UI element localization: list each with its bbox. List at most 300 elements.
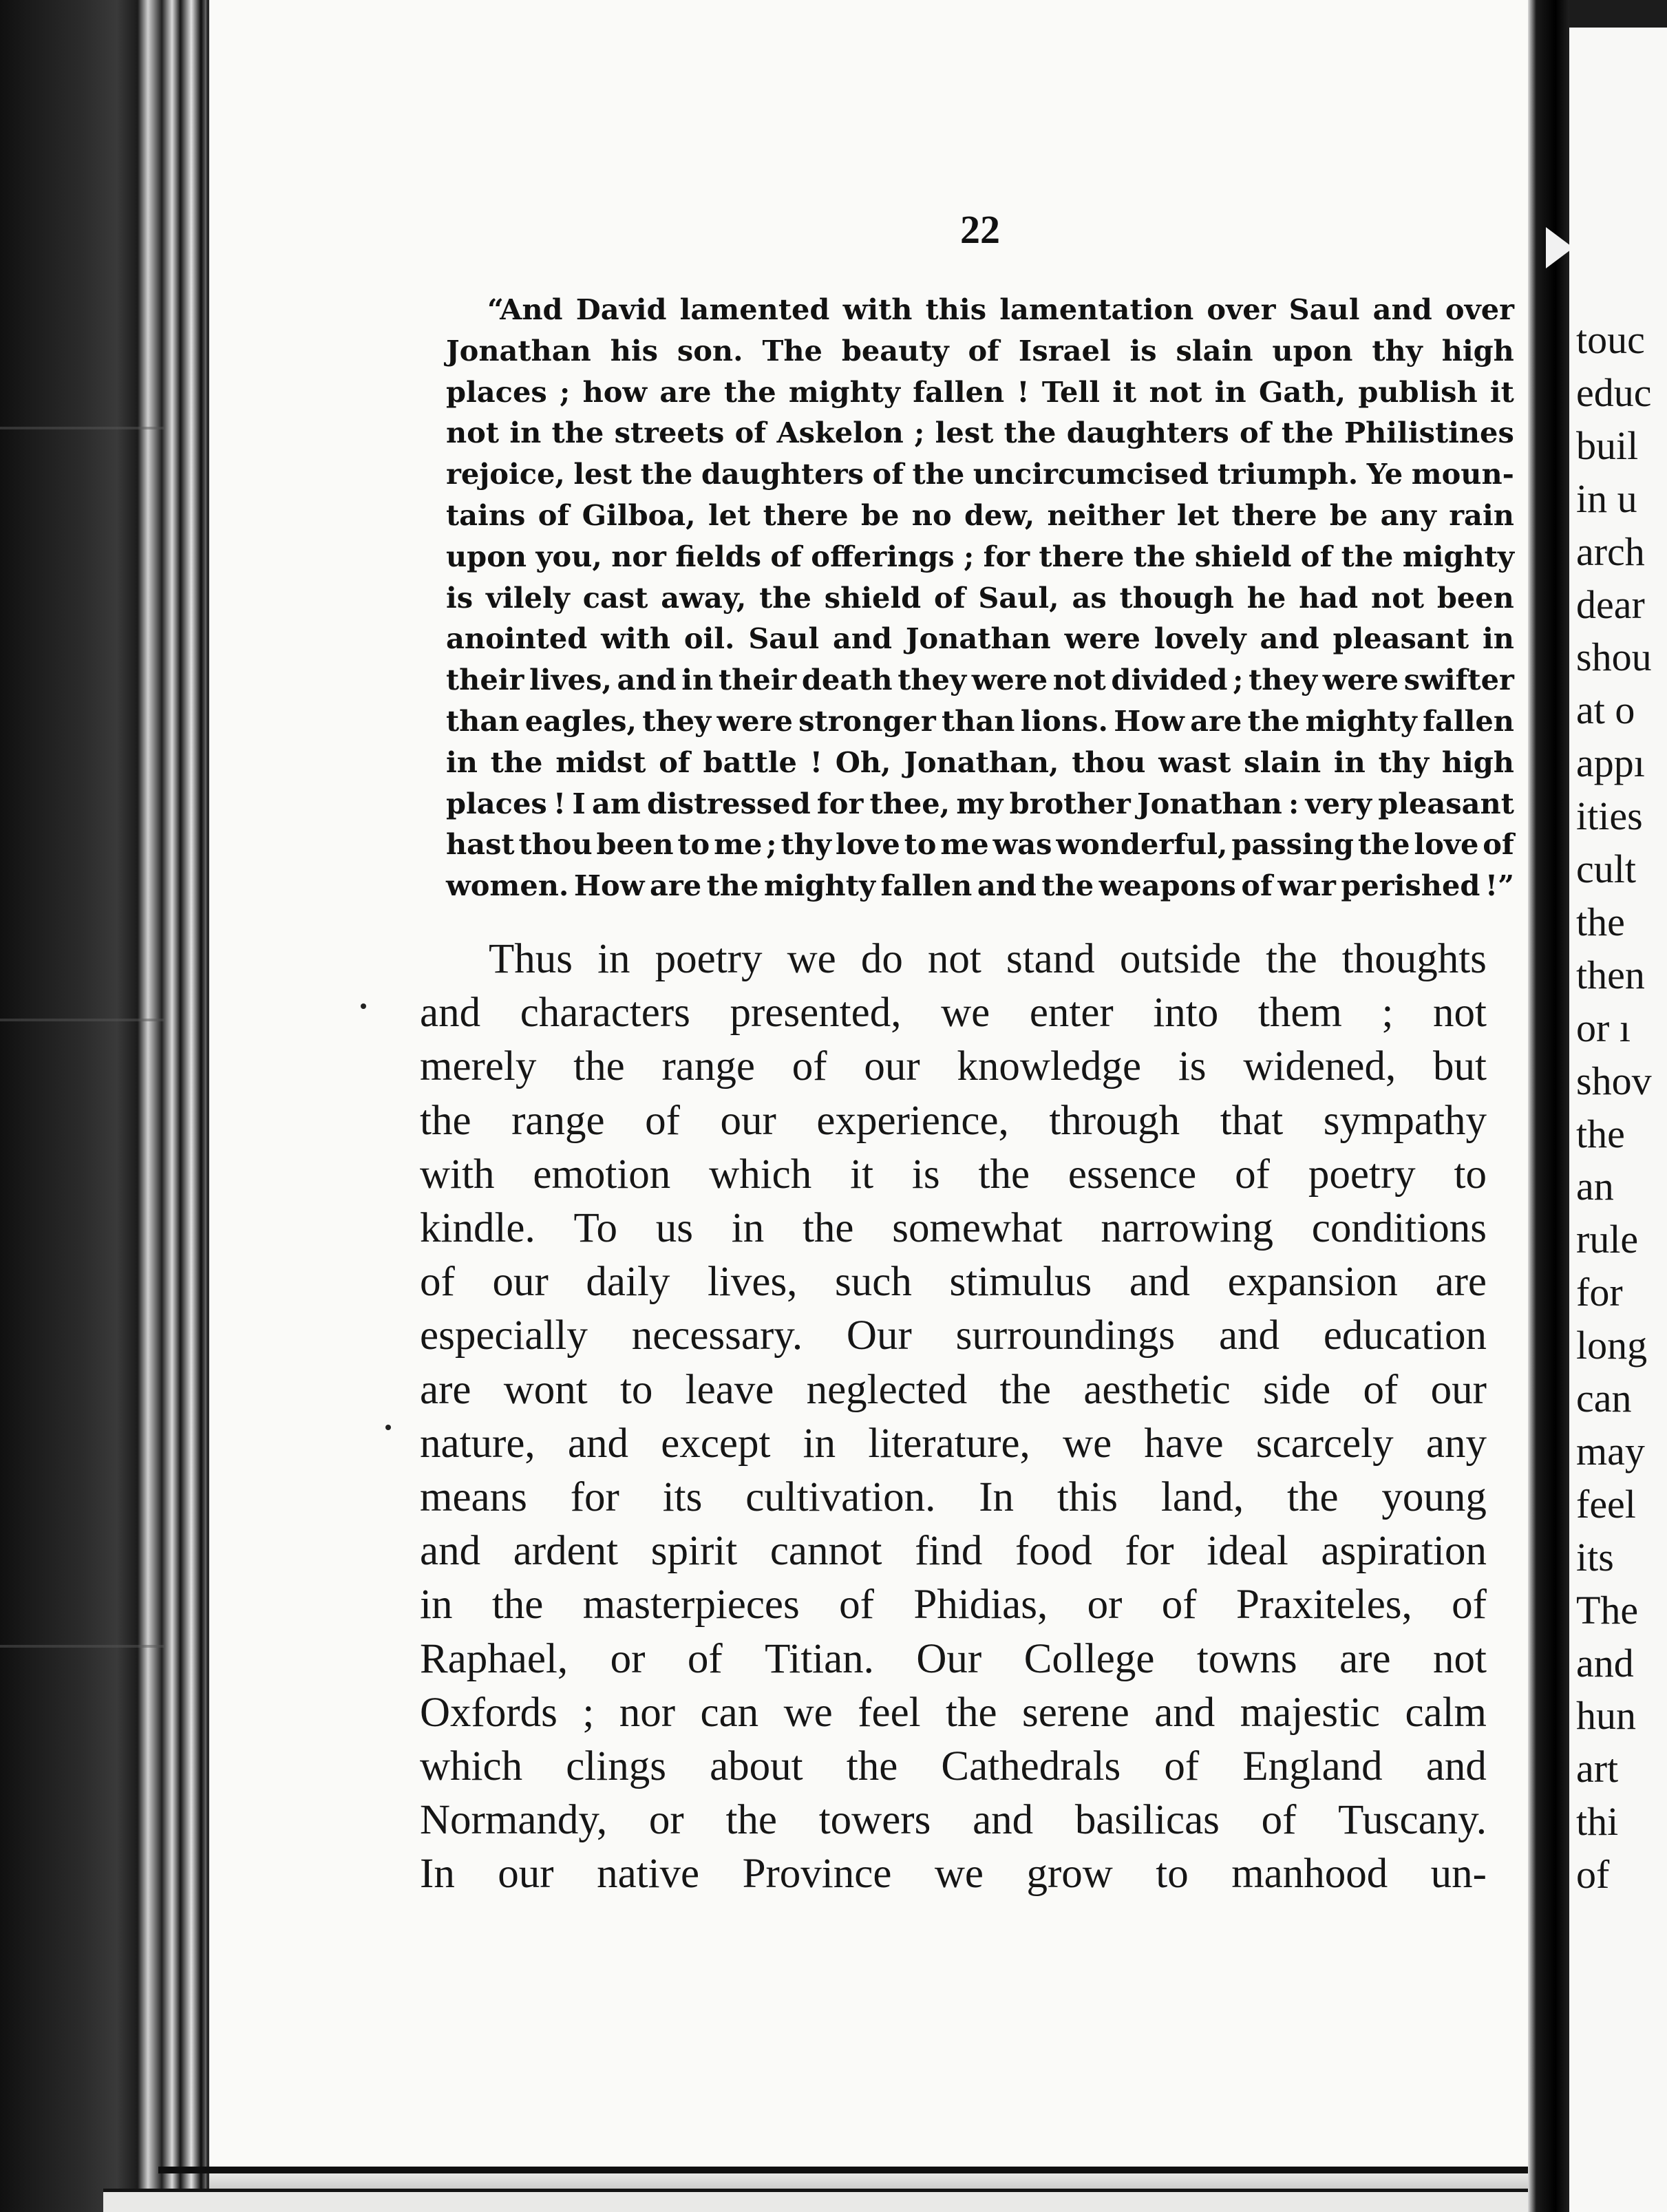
body-word: Our	[916, 1635, 982, 1682]
quote-word: away,	[661, 580, 747, 615]
quote-word: the	[1357, 827, 1410, 862]
quote-word: midst	[555, 745, 646, 779]
body-word: and	[567, 1420, 628, 1467]
quote-word: lives,	[529, 663, 612, 697]
next-page-fragment: rule	[1576, 1217, 1639, 1262]
body-word: Cathedrals	[941, 1743, 1121, 1790]
body-word: somewhat	[892, 1205, 1063, 1252]
body-word: in	[420, 1582, 453, 1628]
quote-word: ;	[914, 416, 925, 450]
body-line	[420, 1148, 1487, 1202]
body-word: the	[802, 1205, 854, 1252]
quote-line	[446, 742, 1514, 783]
next-page-fragment: can	[1576, 1376, 1632, 1421]
quote-word: are	[659, 374, 712, 409]
body-line	[420, 1578, 1487, 1632]
body-word: of	[1363, 1366, 1399, 1413]
body-word: to	[619, 1366, 653, 1413]
quote-word: wonderful,	[1056, 827, 1228, 862]
quote-word: offerings	[811, 539, 955, 573]
body-word: manhood	[1231, 1851, 1388, 1897]
quote-word: there	[1039, 539, 1125, 573]
quote-word: David	[575, 293, 667, 326]
next-page-fragment: for	[1576, 1270, 1623, 1315]
quote-word: Tell	[1041, 374, 1100, 409]
body-word: nature,	[420, 1420, 535, 1467]
body-word: the	[846, 1743, 898, 1790]
quote-word: places	[446, 374, 547, 409]
body-word: our	[1430, 1366, 1487, 1413]
quote-word: his	[610, 333, 658, 368]
body-word: merely	[420, 1043, 537, 1090]
quote-word: the	[1341, 539, 1394, 573]
next-page-fragment: educ	[1576, 370, 1652, 415]
next-page-fragment: cult	[1576, 847, 1636, 891]
quote-word: ;	[559, 374, 571, 409]
next-page-fragment: or ı	[1576, 1005, 1631, 1050]
body-line	[420, 986, 1487, 1040]
next-page-fragment: the	[1576, 1111, 1625, 1156]
next-page-fragment: hun	[1576, 1693, 1636, 1738]
quote-word: high	[1441, 745, 1514, 779]
next-page-fragment: arch	[1576, 529, 1645, 574]
body-word: the	[978, 1151, 1030, 1198]
quote-word: mighty	[788, 374, 901, 409]
body-word: of	[1161, 1582, 1197, 1628]
body-word: the	[491, 1582, 544, 1628]
page-bottom-edge	[158, 2167, 1535, 2173]
next-page-fragment: and	[1576, 1640, 1634, 1685]
quote-word: lovely	[1154, 621, 1246, 656]
body-word: it	[850, 1151, 874, 1198]
quote-line	[446, 824, 1514, 865]
body-word: poetry	[655, 936, 763, 982]
quote-word: he	[1246, 580, 1286, 615]
quote-word: Philistines	[1344, 416, 1514, 450]
quote-word: for	[816, 786, 864, 820]
quote-word: thy	[1372, 333, 1423, 368]
body-word: have	[1144, 1420, 1224, 1467]
quote-word: brother	[1009, 786, 1131, 820]
quote-word: this	[925, 293, 987, 326]
body-line	[420, 1794, 1487, 1847]
next-page-fragment: long	[1576, 1323, 1648, 1368]
quote-word: in	[681, 663, 714, 697]
body-word: means	[420, 1474, 527, 1521]
book-gutter	[1528, 0, 1569, 2212]
body-word: daily	[586, 1259, 670, 1306]
body-word: and	[973, 1797, 1034, 1844]
quote-word: eagles,	[524, 703, 637, 738]
quote-word: with	[601, 621, 670, 656]
quote-word: Saul,	[978, 580, 1059, 615]
body-word: except	[661, 1420, 771, 1467]
quote-word: mighty	[763, 869, 875, 903]
quote-line	[446, 495, 1514, 536]
body-word: we	[783, 1689, 833, 1736]
body-word: for	[1125, 1528, 1174, 1575]
quote-word: of	[934, 580, 966, 615]
quote-word: ;	[963, 539, 975, 573]
body-word: of	[1164, 1743, 1200, 1790]
quote-word: to	[677, 827, 710, 862]
body-word: is	[911, 1151, 940, 1198]
quote-word: neither	[1047, 498, 1165, 532]
body-word: To	[573, 1205, 617, 1252]
body-word: which	[420, 1743, 523, 1790]
body-word: thoughts	[1341, 936, 1487, 982]
body-word: cultivation.	[745, 1474, 936, 1521]
quote-word: the	[1133, 539, 1186, 573]
body-word: our	[492, 1259, 549, 1306]
quote-word: and	[832, 621, 893, 656]
quote-word: wast	[1158, 745, 1231, 779]
quote-word: :	[1288, 786, 1299, 820]
quote-word: of	[538, 498, 570, 532]
quote-word: was	[992, 827, 1052, 862]
body-word: land,	[1160, 1474, 1244, 1521]
body-word: towers	[818, 1797, 931, 1844]
quote-line	[446, 659, 1514, 701]
quote-word: anointed	[446, 621, 588, 656]
quote-word: their	[718, 663, 797, 697]
body-word: range	[511, 1097, 605, 1144]
quote-word: mighty	[1402, 539, 1514, 573]
quote-word: “And	[487, 293, 563, 326]
quote-word: uncircumcised	[973, 457, 1209, 491]
body-word: into	[1153, 990, 1219, 1036]
quote-word: pleasant	[1332, 621, 1469, 656]
body-word: Thus	[489, 936, 573, 982]
quote-word: battle	[703, 745, 797, 779]
quote-word: very	[1305, 786, 1372, 820]
quote-line	[446, 783, 1514, 825]
next-page-fragment: ities	[1576, 794, 1643, 839]
quote-word: !	[553, 786, 566, 820]
quote-word: thou	[1072, 745, 1146, 779]
quote-word: high	[1441, 333, 1514, 368]
quote-word: in	[446, 745, 478, 779]
body-word: masterpieces	[582, 1582, 800, 1628]
quote-word: nor	[611, 539, 666, 573]
body-line	[420, 1847, 1487, 1901]
next-page-fragment: the	[1576, 899, 1625, 944]
quote-word: pleasant	[1378, 786, 1514, 820]
quote-word: of	[1300, 539, 1332, 573]
book-left-edge	[0, 0, 213, 2212]
quote-word: they	[898, 663, 967, 697]
body-word: Raphael,	[420, 1635, 569, 1682]
body-word: with	[420, 1151, 495, 1198]
quote-word: over	[1445, 293, 1514, 326]
body-word: expansion	[1227, 1259, 1398, 1306]
body-word: are	[1435, 1259, 1487, 1306]
quote-word: not	[446, 416, 500, 450]
quote-word: thy	[1378, 745, 1430, 779]
body-word: towns	[1196, 1635, 1297, 1682]
quote-word: rain	[1449, 498, 1514, 532]
quote-word: the	[490, 745, 543, 779]
quote-word: the	[1247, 703, 1300, 738]
quote-word: were	[1064, 621, 1140, 656]
body-word: poetry	[1308, 1151, 1416, 1198]
quote-word: upon	[446, 539, 527, 573]
quote-word: than	[446, 703, 520, 738]
quote-word: How	[573, 869, 645, 903]
quote-word: love	[1414, 827, 1479, 862]
quote-word: war	[1277, 869, 1336, 903]
body-word: feel	[858, 1689, 921, 1736]
page-stack-edge	[103, 2189, 1549, 2212]
body-word: in	[731, 1205, 765, 1252]
next-page-fragment: art	[1576, 1746, 1619, 1791]
quote-word: had	[1299, 580, 1359, 615]
body-word: necessary.	[631, 1312, 803, 1359]
quote-word: and	[617, 663, 677, 697]
quote-word: slain	[1244, 745, 1321, 779]
body-paragraph	[420, 933, 1487, 1902]
quote-word: I	[572, 786, 586, 820]
quote-word: of	[968, 333, 1000, 368]
body-word: aspiration	[1321, 1528, 1487, 1575]
quote-word: were	[1322, 663, 1399, 697]
quote-word: and	[1372, 293, 1432, 326]
quote-word: they	[1249, 663, 1317, 697]
quote-word: in	[1214, 374, 1246, 409]
quote-word: how	[582, 374, 648, 409]
quote-word: though	[1119, 580, 1234, 615]
quote-word: daughters	[1066, 416, 1229, 450]
next-page-fragment: buil	[1576, 423, 1639, 468]
body-word: and	[1129, 1259, 1190, 1306]
body-word: characters	[520, 990, 690, 1036]
body-word: presented,	[730, 990, 902, 1036]
next-page-fragment: shou	[1576, 635, 1652, 680]
body-word: the	[946, 1689, 997, 1736]
body-word: basilicas	[1074, 1797, 1220, 1844]
quote-word: no	[911, 498, 952, 532]
quote-word: streets	[614, 416, 725, 450]
quote-word: me	[940, 827, 989, 862]
body-word: especially	[420, 1312, 588, 1359]
body-word: not	[1433, 1635, 1487, 1682]
body-word: stand	[1006, 936, 1095, 982]
quote-word: The	[762, 333, 822, 368]
quote-word: is	[446, 580, 474, 615]
body-word: experience,	[816, 1097, 1009, 1144]
quote-word: the	[640, 457, 693, 491]
body-word: this	[1057, 1474, 1118, 1521]
body-word: essence	[1068, 1151, 1197, 1198]
quote-word: Jonathan	[446, 333, 591, 368]
quote-word: fallen	[880, 869, 973, 903]
body-word: the	[1266, 936, 1317, 982]
quote-line	[446, 412, 1514, 454]
body-word: and	[1154, 1689, 1215, 1736]
quote-word: ;	[766, 827, 777, 862]
page-number: 22	[960, 207, 1000, 252]
body-word: we	[787, 936, 836, 982]
body-word: Normandy,	[420, 1797, 608, 1844]
body-word: Province	[742, 1851, 892, 1897]
body-line	[420, 1255, 1487, 1309]
quote-word: lamentation	[999, 293, 1194, 326]
body-line	[420, 1363, 1487, 1417]
quote-word: in	[1482, 621, 1514, 656]
quote-line	[446, 577, 1514, 619]
body-word: native	[597, 1851, 700, 1897]
quote-word: and	[977, 869, 1037, 903]
quote-word: moun-	[1411, 457, 1514, 491]
quote-word: of	[659, 745, 690, 779]
body-word: or	[1087, 1582, 1123, 1628]
quote-word: my	[956, 786, 1004, 820]
body-line	[420, 1202, 1487, 1255]
body-word: ;	[582, 1689, 595, 1736]
quote-word: weapons	[1098, 869, 1236, 903]
body-word: majestic	[1240, 1689, 1381, 1736]
quote-word: the	[1041, 869, 1094, 903]
quote-word: be	[1329, 498, 1368, 532]
body-word: stimulus	[949, 1259, 1092, 1306]
quote-word: in	[509, 416, 542, 450]
body-word: we	[1063, 1420, 1112, 1467]
quote-word: you,	[535, 539, 602, 573]
quote-word: passing	[1231, 827, 1354, 862]
body-word: lives,	[707, 1259, 798, 1306]
quote-word: death	[801, 663, 893, 697]
body-word: of	[1452, 1582, 1487, 1628]
quote-line	[446, 289, 1514, 330]
body-word: our	[864, 1043, 920, 1090]
quote-word: the	[1281, 416, 1334, 450]
quote-word: there	[1231, 498, 1317, 532]
quote-word: it	[1489, 374, 1514, 409]
quote-word: as	[1072, 580, 1107, 615]
body-word: Praxiteles,	[1236, 1582, 1412, 1628]
body-line	[420, 1740, 1487, 1794]
body-word: In	[979, 1474, 1015, 1521]
body-word: emotion	[533, 1151, 671, 1198]
quote-word: perished	[1341, 869, 1480, 903]
body-word: calm	[1405, 1689, 1487, 1736]
body-word: and	[1425, 1743, 1487, 1790]
body-word: ;	[1381, 990, 1394, 1036]
quote-word: of	[1483, 827, 1514, 862]
quote-line	[446, 454, 1514, 495]
next-page-fragment: then	[1576, 952, 1645, 997]
body-line	[420, 1094, 1487, 1148]
quoted-lament	[446, 289, 1514, 906]
next-page-fragment: thi	[1576, 1799, 1619, 1844]
body-line	[420, 1524, 1487, 1578]
body-word: education	[1323, 1312, 1487, 1359]
quote-word: the	[912, 457, 965, 491]
quote-word: Gilboa,	[582, 498, 696, 532]
body-word: Oxfords	[420, 1689, 558, 1736]
body-word: England	[1242, 1743, 1383, 1790]
body-word: the	[999, 1366, 1052, 1413]
body-word: clings	[566, 1743, 666, 1790]
body-word: Phidias,	[913, 1582, 1048, 1628]
body-word: them	[1257, 990, 1342, 1036]
quote-word: the	[759, 580, 811, 615]
next-page-fragment: appı	[1576, 741, 1645, 786]
body-word: that	[1220, 1097, 1284, 1144]
body-line	[420, 1417, 1487, 1471]
body-word: side	[1262, 1366, 1331, 1413]
body-word: find	[915, 1528, 983, 1575]
body-word: can	[700, 1689, 759, 1736]
body-line	[420, 1040, 1487, 1094]
next-page-fragment: dear	[1576, 582, 1645, 627]
quote-word: Oh,	[835, 745, 891, 779]
quote-word: their	[446, 663, 524, 697]
body-word: College	[1023, 1635, 1155, 1682]
body-word: grow	[1026, 1851, 1113, 1897]
quote-word: shield	[824, 580, 922, 615]
quote-word: be	[861, 498, 900, 532]
quote-word: rejoice,	[446, 457, 565, 491]
body-word: outside	[1119, 936, 1242, 982]
scan-speck	[385, 1425, 391, 1430]
quote-word: distressed	[646, 786, 811, 820]
quote-word: Ye	[1366, 457, 1403, 491]
quote-word: are	[1190, 703, 1242, 738]
quote-word: tains	[446, 498, 526, 532]
quote-word: let	[708, 498, 751, 532]
body-line	[420, 1686, 1487, 1740]
quote-word: in	[1333, 745, 1366, 779]
body-word: and	[420, 1528, 481, 1575]
quote-word: vilely	[485, 580, 570, 615]
quote-word: thee,	[869, 786, 951, 820]
body-word: us	[655, 1205, 693, 1252]
body-word: cannot	[769, 1528, 882, 1575]
body-word: any	[1425, 1420, 1487, 1467]
quote-word: places	[446, 786, 547, 820]
next-page-fragment: The	[1576, 1587, 1639, 1633]
quote-word: the	[1004, 416, 1057, 450]
quote-word: Jonathan,	[904, 745, 1059, 779]
quote-word: shield	[1194, 539, 1292, 573]
body-word: such	[835, 1259, 912, 1306]
quote-word: hast	[446, 827, 515, 862]
body-word: young	[1381, 1474, 1487, 1521]
next-page-fragment: its	[1576, 1534, 1614, 1580]
body-word: but	[1433, 1043, 1487, 1090]
quote-line	[446, 618, 1514, 659]
body-word: its	[662, 1474, 703, 1521]
quote-word: lest	[573, 457, 633, 491]
body-word: we	[941, 990, 990, 1036]
next-page-fragment: touc	[1576, 317, 1645, 362]
body-word: about	[710, 1743, 803, 1790]
body-word: in	[597, 936, 630, 982]
body-word: or	[610, 1635, 646, 1682]
next-page-fragment: at o	[1576, 688, 1635, 733]
quote-word: dew,	[964, 498, 1035, 532]
quote-word: Saul	[748, 621, 820, 656]
quote-word: divided	[1111, 663, 1228, 697]
quote-word: ;	[1233, 663, 1244, 697]
body-word: are	[420, 1366, 471, 1413]
quote-word: Jonathan	[1136, 786, 1282, 820]
next-page-fragment: in u	[1576, 476, 1637, 521]
quote-word: cast	[582, 580, 648, 615]
body-word: wont	[503, 1366, 588, 1413]
quote-word: is	[1129, 333, 1157, 368]
